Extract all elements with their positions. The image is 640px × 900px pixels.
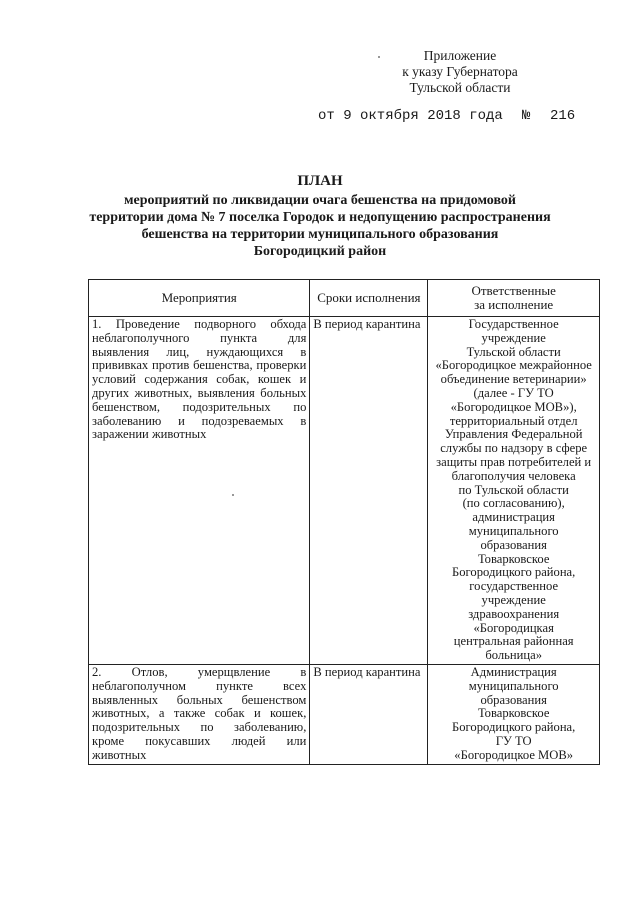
responsible-line: здравоохранения (468, 606, 560, 621)
responsible-cell (428, 317, 600, 665)
responsible-line: «Богородицкое МОВ» (454, 747, 574, 762)
responsible-line: Государственное (468, 317, 559, 331)
responsible-cell (428, 664, 600, 764)
title-line-3: бешенства на территории муниципального образования (141, 227, 499, 242)
term-cell: В период карантина (310, 664, 428, 764)
responsible-line: Администрация (470, 664, 557, 679)
responsible-line: «Богородицкая (473, 620, 554, 635)
table-header-row (89, 280, 600, 317)
responsible-line: Богородицкого района, (452, 565, 576, 580)
header-responsible-line-1: Ответственные (471, 283, 556, 299)
responsible-line: Товарковское (477, 551, 550, 566)
appendix-line-1: Приложение (423, 48, 497, 63)
responsible-line: государственное (469, 579, 559, 594)
responsible-line: защиты прав потребителей и (436, 454, 592, 469)
title-line-1: мероприятий по ликвидации очага бешенства на придомовой (123, 193, 516, 208)
responsible-line: Богородицкого района, (452, 720, 576, 735)
responsible-line: образования (480, 692, 547, 707)
header-terms: Сроки исполнения (310, 280, 428, 317)
responsible-line: службы по надзору в сфере (440, 441, 588, 456)
responsible-line: (далее - ГУ ТО (473, 385, 554, 400)
responsible-line: больница» (485, 648, 542, 663)
responsible-line: по Тульской области (458, 482, 569, 497)
title-line-4: Богородицкий район (253, 244, 387, 259)
term-cell: В период карантина (310, 317, 428, 665)
responsible-line: Управления Федеральной (444, 427, 583, 442)
activity-cell: 1. Проведение подворного обхода неблагополучного пункта для выявления лиц, нуждающихся в прививках против бешенства, проверки условий содержания собак, кошек и других животных, выявления больных бешенством, подозрительных по заболеванию и подозреваемых в заражении животных (89, 317, 310, 665)
plan-table (88, 279, 600, 765)
responsible-line: муниципального (468, 523, 559, 538)
title-line-2: территории дома № 7 поселка Городок и недопущению распространения (89, 210, 551, 225)
header-activities: Мероприятия (89, 280, 310, 317)
header-responsible (428, 280, 600, 317)
responsible-line: Товарковское (477, 706, 550, 721)
responsible-line: Тульской области (466, 344, 561, 359)
appendix-line-3: Тульской области (409, 80, 511, 95)
document-title (60, 173, 580, 260)
table-row (89, 317, 600, 665)
header-responsible-line-2: за исполнение (474, 297, 554, 312)
responsible-line: учреждение (481, 592, 546, 607)
responsible-line: учреждение (481, 330, 546, 345)
responsible-line: муниципального (468, 678, 559, 693)
scan-speck (378, 56, 380, 58)
responsible-line: центральная районная (453, 634, 574, 649)
responsible-line: образования (480, 537, 547, 552)
responsible-line: «Богородицкое межрайонное (435, 358, 592, 373)
appendix-block (360, 48, 560, 96)
responsible-line: (по согласованию), (462, 496, 565, 511)
responsible-line: территориальный отдел (449, 413, 578, 428)
responsible-line: «Богородицкое МОВ»), (450, 399, 577, 414)
responsible-line: ГУ ТО (495, 733, 532, 748)
plan-heading: ПЛАН (297, 173, 343, 189)
table-row (89, 664, 600, 764)
decree-date: от 9 октября 2018 года (318, 108, 503, 124)
appendix-line-2: к указу Губернатора (402, 64, 518, 79)
decree-number-label: № (522, 108, 531, 124)
responsible-line: благополучия человека (451, 468, 576, 483)
responsible-line: администрация (472, 510, 555, 525)
decree-number: 216 (550, 108, 576, 124)
responsible-line: объединение ветеринарии» (440, 372, 587, 387)
scan-speck (232, 494, 234, 496)
decree-reference (318, 108, 576, 124)
activity-cell: 2. Отлов, умерщвление в неблагополучном пункте всех выявленных больных бешенством животных, а также собак и кошек, подозрительных по заболеванию, кроме покусавших людей или животных (89, 664, 310, 764)
